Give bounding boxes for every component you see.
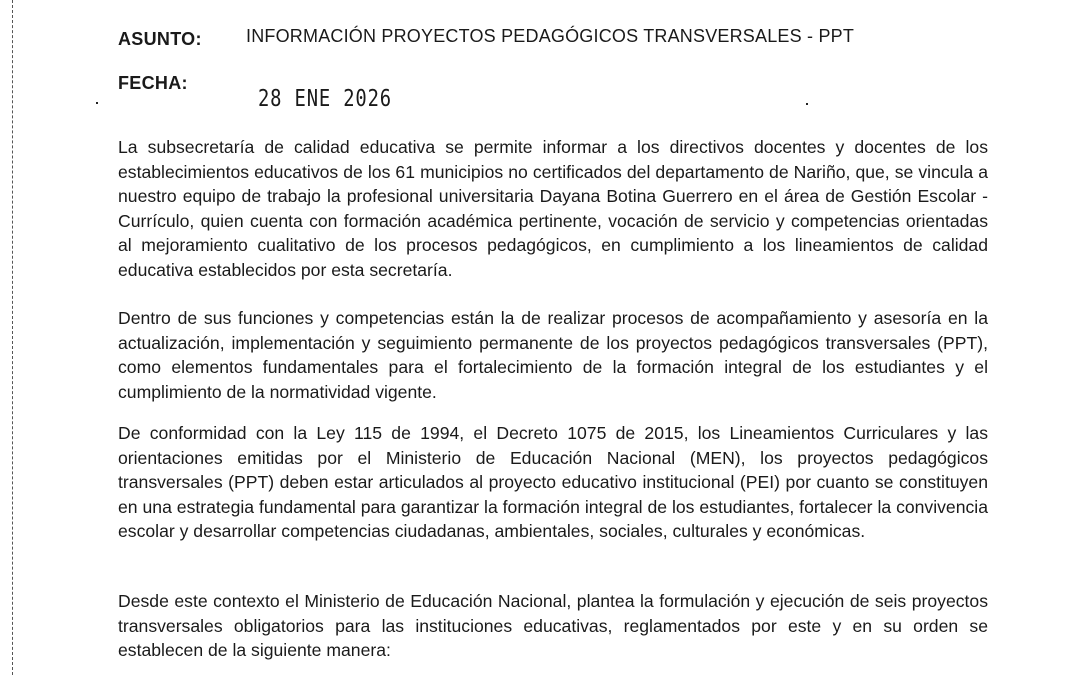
scan-speck bbox=[96, 102, 98, 104]
scan-speck bbox=[806, 103, 808, 105]
paragraph-3: De conformidad con la Ley 115 de 1994, el Decreto 1075 de 2015, los Lineamientos Curriculares y las orientaciones emitidas por el Ministerio de Educación Nacional (MEN), los proyectos pedagógicos transversales (PPT) deben estar articulados al proyecto educativo institucional (PEI) por cuanto se constituyen en una estrategia fundamental para garantizar la formación integral de los estudiantes, fortalecer la convivencia escolar y desarrollar competencias ciudadanas, ambientales, sociales, culturales y económicas. bbox=[118, 423, 988, 542]
date-stamp: 28 ENE 2026 bbox=[258, 86, 392, 112]
paragraph-2: Dentro de sus funciones y competencias están la de realizar procesos de acompañamiento y asesoría en la actualización, implementación y seguimiento permanente de los proyectos pedagógicos transversales (PPT), como elementos fundamentales para el fortalecimiento de la formación integral de los estudiantes y el cumplimiento de la normatividad vigente. bbox=[118, 308, 988, 402]
paragraph-1: La subsecretaría de calidad educativa se permite informar a los directivos docentes y docentes de los establecimientos educativos de los 61 municipios no certificados del departamento de Nariño, que, se vincula a nuestro equipo de trabajo la profesional universitaria Dayana Botina Guerrero en el área de Gestión Escolar - Currículo, quien cuenta con formación académica pertinente, vocación de servicio y competencias orientadas al mejoramiento cualitativo de los procesos pedagógicos, en cumplimiento a los lineamientos de calidad educativa establecidos por esta secretaría. bbox=[118, 137, 988, 280]
fecha-label: FECHA: bbox=[118, 73, 188, 93]
asunto-value: INFORMACIÓN PROYECTOS PEDAGÓGICOS TRANSVERSALES - PPT bbox=[246, 26, 855, 46]
asunto-label: ASUNTO: bbox=[118, 29, 202, 49]
scan-margin-line bbox=[12, 0, 13, 675]
paragraph-4: Desde este contexto el Ministerio de Educación Nacional, plantea la formulación y ejecución de seis proyectos transversales obligatorios para las instituciones educativas, reglamentados por este y en su orden se establecen de la siguiente manera: bbox=[118, 591, 988, 661]
